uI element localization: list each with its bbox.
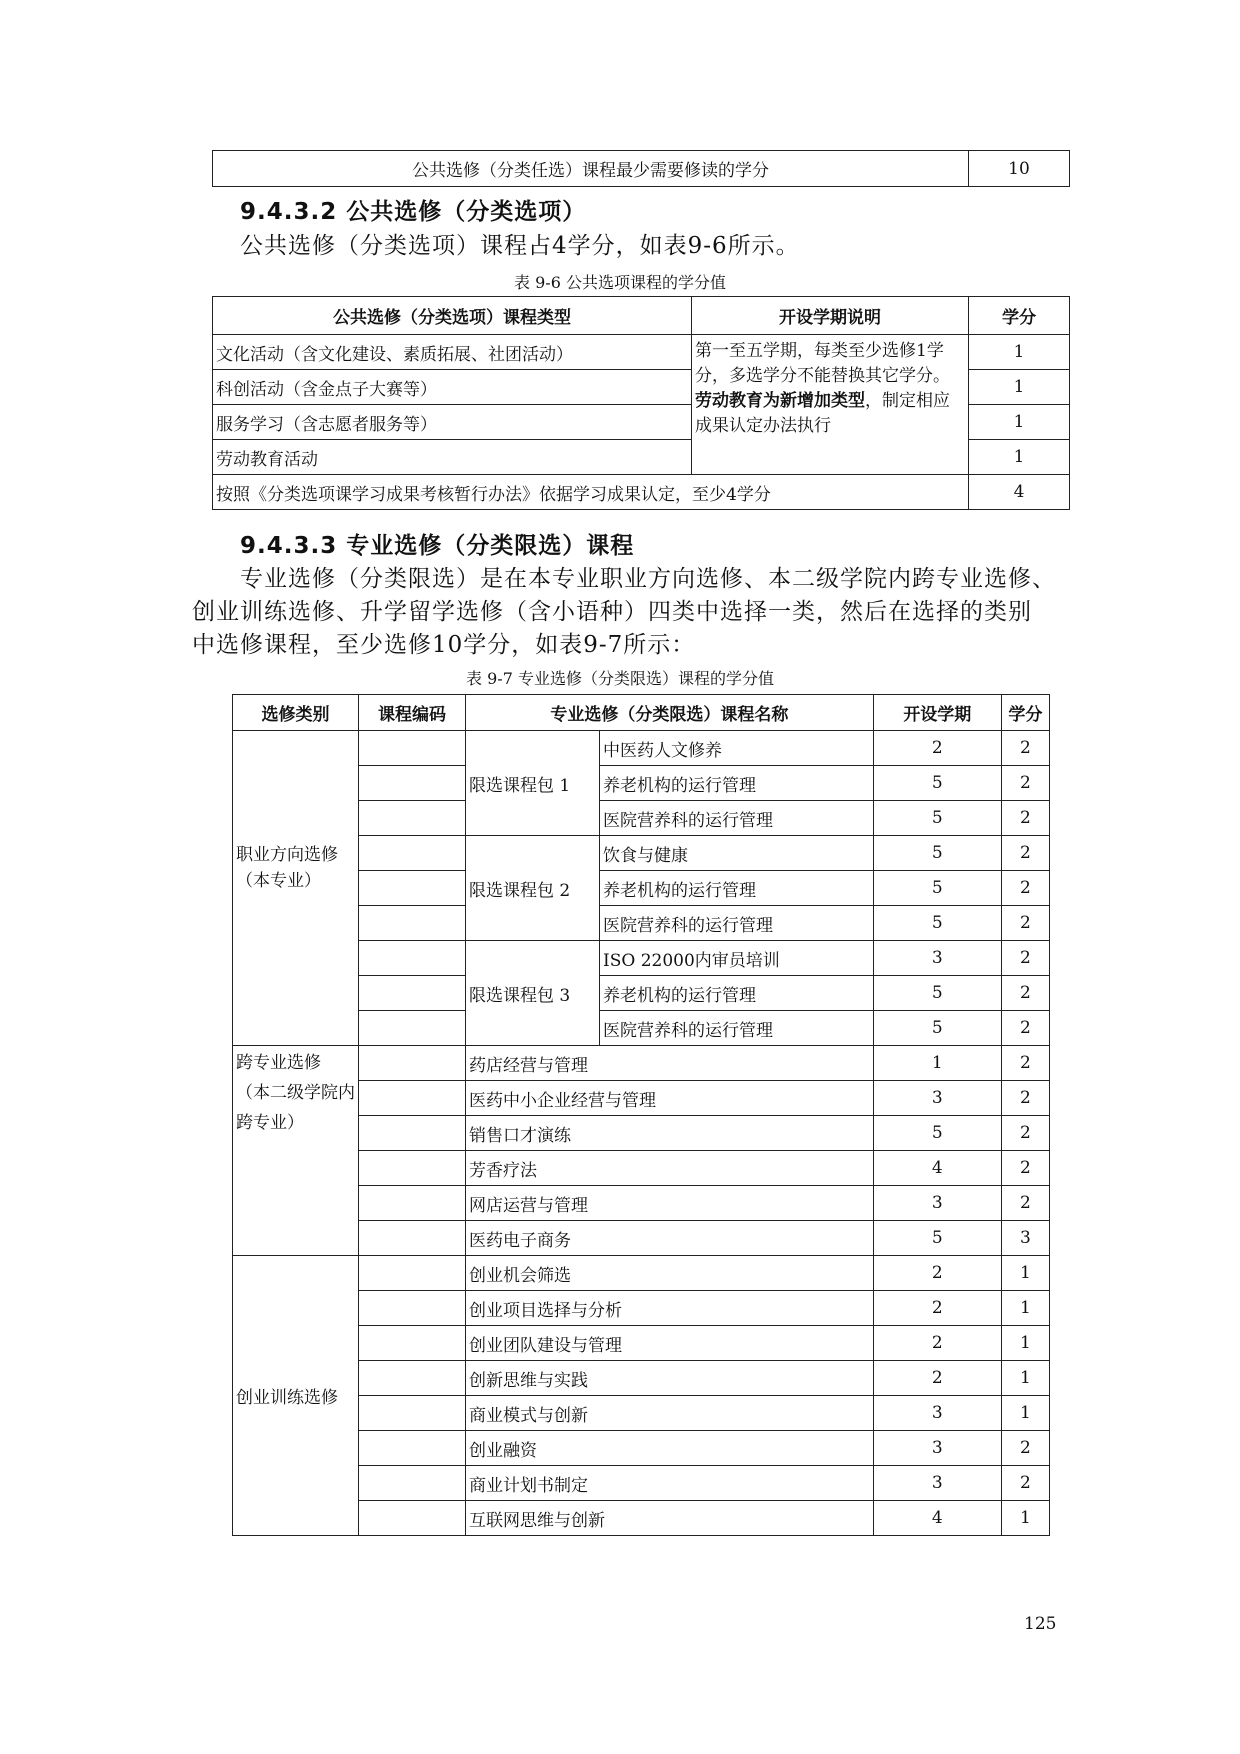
credit-cell: 1 bbox=[969, 335, 1070, 370]
min-credit-label: 公共选修（分类任选）课程最少需要修读的学分 bbox=[213, 151, 969, 187]
course-name-cell: 医院营养科的运行管理 bbox=[600, 1011, 874, 1046]
course-name-cell: ISO 22000内审员培训 bbox=[600, 941, 874, 976]
credit-cell: 2 bbox=[1001, 1431, 1049, 1466]
course-code-cell bbox=[359, 801, 466, 836]
course-code-cell bbox=[359, 906, 466, 941]
credit-cell: 2 bbox=[1001, 871, 1049, 906]
course-code-cell bbox=[359, 1466, 466, 1501]
course-code-cell bbox=[359, 1186, 466, 1221]
credit-cell: 2 bbox=[1001, 906, 1049, 941]
course-name-cell: 医院营养科的运行管理 bbox=[600, 801, 874, 836]
credit-cell: 2 bbox=[1001, 1151, 1049, 1186]
term-cell: 4 bbox=[873, 1151, 1001, 1186]
term-note-bold: 劳动教育为新增加类型 bbox=[695, 391, 865, 411]
term-cell: 2 bbox=[873, 1256, 1001, 1291]
package-cell: 限选课程包 3 bbox=[466, 941, 600, 1046]
footer-credit-cell: 4 bbox=[969, 475, 1070, 510]
course-code-cell bbox=[359, 1116, 466, 1151]
course-code-cell bbox=[359, 836, 466, 871]
term-cell: 2 bbox=[873, 1291, 1001, 1326]
course-name-cell: 销售口才演练 bbox=[466, 1116, 874, 1151]
column-header-category: 选修类别 bbox=[233, 695, 359, 731]
course-name-cell: 中医药人文修养 bbox=[600, 731, 874, 766]
course-type-cell: 科创活动（含金点子大赛等） bbox=[213, 370, 692, 405]
term-cell: 5 bbox=[873, 976, 1001, 1011]
course-name-cell: 饮食与健康 bbox=[600, 836, 874, 871]
table-row bbox=[213, 151, 1070, 187]
page-number: 125 bbox=[1024, 1614, 1057, 1634]
category-label-line-1: 跨专业选修 bbox=[236, 1053, 321, 1073]
footer-label-cell: 按照《分类选项课学习成果考核暂行办法》依据学习成果认定，至少4学分 bbox=[213, 475, 969, 510]
table-header-row bbox=[213, 297, 1070, 335]
package-cell: 限选课程包 2 bbox=[466, 836, 600, 941]
credit-cell: 2 bbox=[1001, 801, 1049, 836]
course-code-cell bbox=[359, 976, 466, 1011]
category-label-line-2: （本专业） bbox=[236, 871, 321, 891]
term-cell: 5 bbox=[873, 1221, 1001, 1256]
course-name-cell: 药店经营与管理 bbox=[466, 1046, 874, 1081]
credit-cell: 1 bbox=[1001, 1501, 1049, 1536]
term-cell: 2 bbox=[873, 731, 1001, 766]
credit-cell: 1 bbox=[969, 370, 1070, 405]
column-header-course-name: 专业选修（分类限选）课程名称 bbox=[466, 695, 874, 731]
section-paragraph-line-2: 创业训练选修、升学留学选修（含小语种）四类中选择一类，然后在选择的类别 bbox=[192, 599, 1032, 625]
course-code-cell bbox=[359, 731, 466, 766]
credit-cell: 2 bbox=[1001, 766, 1049, 801]
credit-cell: 1 bbox=[1001, 1396, 1049, 1431]
course-name-cell: 医药电子商务 bbox=[466, 1221, 874, 1256]
term-note-cell bbox=[692, 335, 969, 475]
course-code-cell bbox=[359, 1046, 466, 1081]
term-cell: 3 bbox=[873, 941, 1001, 976]
course-code-cell bbox=[359, 1221, 466, 1256]
credit-cell: 2 bbox=[1001, 1116, 1049, 1151]
course-name-cell: 创业融资 bbox=[466, 1431, 874, 1466]
category-cell-cross-major bbox=[233, 1046, 359, 1256]
course-code-cell bbox=[359, 1326, 466, 1361]
course-name-cell: 商业模式与创新 bbox=[466, 1396, 874, 1431]
term-cell: 5 bbox=[873, 801, 1001, 836]
credit-cell: 1 bbox=[1001, 1326, 1049, 1361]
section-heading-9432: 9.4.3.2 公共选修（分类选项） bbox=[240, 199, 587, 225]
term-cell: 5 bbox=[873, 1116, 1001, 1151]
course-name-cell: 网店运营与管理 bbox=[466, 1186, 874, 1221]
term-note-text: 第一至五学期，每类至少选修1学分，多选学分不能替换其它学分。 bbox=[695, 341, 950, 386]
column-header-type: 公共选修（分类选项）课程类型 bbox=[213, 297, 692, 335]
course-code-cell bbox=[359, 1256, 466, 1291]
table-row bbox=[233, 1256, 1050, 1291]
credit-cell: 2 bbox=[1001, 1011, 1049, 1046]
credit-cell: 2 bbox=[1001, 1046, 1049, 1081]
course-name-cell: 养老机构的运行管理 bbox=[600, 976, 874, 1011]
course-name-cell: 养老机构的运行管理 bbox=[600, 871, 874, 906]
package-cell: 限选课程包 1 bbox=[466, 731, 600, 836]
table-row bbox=[233, 731, 1050, 766]
credit-cell: 1 bbox=[969, 405, 1070, 440]
course-type-cell: 劳动教育活动 bbox=[213, 440, 692, 475]
course-type-cell: 文化活动（含文化建设、素质拓展、社团活动） bbox=[213, 335, 692, 370]
category-label-line-1: 职业方向选修 bbox=[236, 845, 338, 865]
course-type-cell: 服务学习（含志愿者服务等） bbox=[213, 405, 692, 440]
course-name-cell: 创业机会筛选 bbox=[466, 1256, 874, 1291]
column-header-term-note: 开设学期说明 bbox=[692, 297, 969, 335]
course-code-cell bbox=[359, 941, 466, 976]
credit-cell: 3 bbox=[1001, 1221, 1049, 1256]
course-name-cell: 商业计划书制定 bbox=[466, 1466, 874, 1501]
table-caption-96: 表 9-6 公共选项课程的学分值 bbox=[514, 273, 726, 292]
term-cell: 3 bbox=[873, 1081, 1001, 1116]
course-name-cell: 医药中小企业经营与管理 bbox=[466, 1081, 874, 1116]
credit-cell: 2 bbox=[1001, 976, 1049, 1011]
table-row bbox=[233, 1046, 1050, 1081]
course-name-cell: 创业团队建设与管理 bbox=[466, 1326, 874, 1361]
course-code-cell bbox=[359, 1396, 466, 1431]
course-code-cell bbox=[359, 871, 466, 906]
min-credit-value: 10 bbox=[969, 151, 1070, 187]
course-code-cell bbox=[359, 1081, 466, 1116]
table-9-6 bbox=[212, 296, 1070, 510]
table-row bbox=[213, 475, 1070, 510]
term-cell: 3 bbox=[873, 1466, 1001, 1501]
section-paragraph-line-1: 专业选修（分类限选）是在本专业职业方向选修、本二级学院内跨专业选修、 bbox=[240, 566, 1056, 592]
term-cell: 1 bbox=[873, 1046, 1001, 1081]
course-code-cell bbox=[359, 1501, 466, 1536]
section-paragraph-line-3: 中选修课程，至少选修10学分，如表9-7所示： bbox=[192, 632, 696, 658]
table-caption-97: 表 9-7 专业选修（分类限选）课程的学分值 bbox=[466, 669, 774, 688]
term-cell: 5 bbox=[873, 871, 1001, 906]
course-code-cell bbox=[359, 1291, 466, 1326]
credit-cell: 2 bbox=[1001, 836, 1049, 871]
term-note-text-2: ，制定相应成果认定办法执行 bbox=[695, 391, 950, 436]
section-heading-9433: 9.4.3.3 专业选修（分类限选）课程 bbox=[240, 533, 635, 559]
category-cell-vocational bbox=[233, 731, 359, 1046]
course-name-cell: 养老机构的运行管理 bbox=[600, 766, 874, 801]
course-name-cell: 创业项目选择与分析 bbox=[466, 1291, 874, 1326]
column-header-credit: 学分 bbox=[969, 297, 1070, 335]
credit-cell: 1 bbox=[969, 440, 1070, 475]
term-cell: 3 bbox=[873, 1186, 1001, 1221]
column-header-credit: 学分 bbox=[1001, 695, 1049, 731]
category-cell-startup: 创业训练选修 bbox=[233, 1256, 359, 1536]
credit-cell: 2 bbox=[1001, 941, 1049, 976]
column-header-code: 课程编码 bbox=[359, 695, 466, 731]
course-name-cell: 医院营养科的运行管理 bbox=[600, 906, 874, 941]
table-header-row bbox=[233, 695, 1050, 731]
course-code-cell bbox=[359, 1431, 466, 1466]
credit-cell: 1 bbox=[1001, 1256, 1049, 1291]
term-cell: 5 bbox=[873, 836, 1001, 871]
credit-cell: 2 bbox=[1001, 731, 1049, 766]
credit-cell: 2 bbox=[1001, 1186, 1049, 1221]
course-name-cell: 互联网思维与创新 bbox=[466, 1501, 874, 1536]
course-code-cell bbox=[359, 1011, 466, 1046]
course-code-cell bbox=[359, 1361, 466, 1396]
course-name-cell: 创新思维与实践 bbox=[466, 1361, 874, 1396]
table-row bbox=[213, 335, 1070, 370]
course-name-cell: 芳香疗法 bbox=[466, 1151, 874, 1186]
credit-cell: 1 bbox=[1001, 1291, 1049, 1326]
course-code-cell bbox=[359, 766, 466, 801]
term-cell: 2 bbox=[873, 1361, 1001, 1396]
credit-cell: 2 bbox=[1001, 1081, 1049, 1116]
term-cell: 5 bbox=[873, 1011, 1001, 1046]
table-9-7 bbox=[232, 694, 1050, 1536]
credit-cell: 1 bbox=[1001, 1361, 1049, 1396]
min-credit-table bbox=[212, 150, 1070, 187]
term-cell: 2 bbox=[873, 1326, 1001, 1361]
term-cell: 3 bbox=[873, 1431, 1001, 1466]
section-paragraph-9432: 公共选修（分类选项）课程占4学分，如表9-6所示。 bbox=[240, 233, 800, 259]
term-cell: 3 bbox=[873, 1396, 1001, 1431]
course-code-cell bbox=[359, 1151, 466, 1186]
term-cell: 5 bbox=[873, 906, 1001, 941]
column-header-term: 开设学期 bbox=[873, 695, 1001, 731]
term-cell: 4 bbox=[873, 1501, 1001, 1536]
category-label-line-2: （本二级学院内跨专业） bbox=[236, 1083, 355, 1133]
credit-cell: 2 bbox=[1001, 1466, 1049, 1501]
term-cell: 5 bbox=[873, 766, 1001, 801]
